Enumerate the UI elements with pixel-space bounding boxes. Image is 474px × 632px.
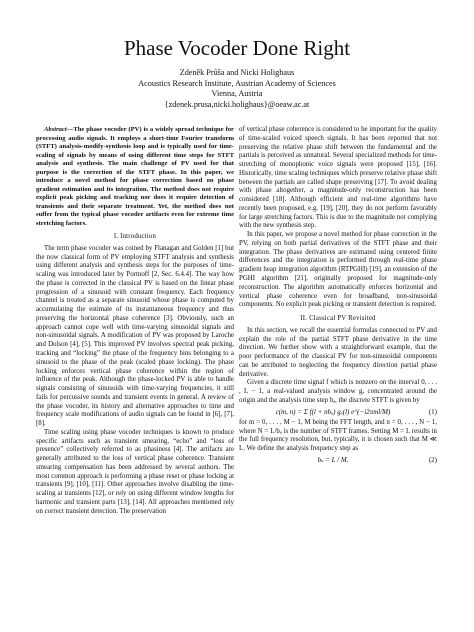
equation-1 xyxy=(239,406,437,419)
intro-paragraph-3: of vertical phase coherence is considered to be important for the quality of time-scaled voiced speech signals. It has been reported that not preserving the relative phase shift between the fundamental and the partials is perceived as unnatural. Several specialized methods for time-stretching of monophonic voice signals were proposed [15], [16]. Historically, time scaling techniques which preserve relative phase shift between the partials are called shape preserving [17]. To avoid dealing with phase altogether, a magnitude-only reconstruction has been considered [18]. Although efficient and real-time algorithms have recently been proposed, e.g. [19], [20], they do not perform favorably for large stretching factors. This is due to the magnitude not complying with the new synthesis step. xyxy=(239,126,437,230)
equation-2-body: bₛ = L / M. xyxy=(317,455,349,464)
classical-paragraph-1: In this section, we recall the essential formulas connected to PV and explain the role of the partial STFT phase derivative in the time direction. We further show with a straightforward example, that the poor performance of the classical PV for non-sinusoidal components can be attributed to neglecting the frequency direction partial phase derivative. xyxy=(239,326,437,378)
abstract xyxy=(36,126,234,228)
email: {zdenek.prusa,nicki.holighaus}@oeaw.ac.at xyxy=(164,99,310,109)
equation-1-body: c(m, n) = Σ f(l + nbₐ) gₐ(l) e^(−i2πml/M) xyxy=(275,407,391,416)
intro-paragraph-1: The term phase vocoder was coined by Flanagan and Golden [1] but the now classical form of PV employing STFT analysis and synthesis using different analysis and synthesis steps for the purposes of time-scaling was introduced later by Portnoff [2, Sec. 6.4.4]. The way how the phase is corrected in the classical PV is based on the linear phase progression of a sinusoid with constant frequency. Each frequency channel is treated as a separate sinusoid whose phase is computed by accumulating the estimate of its instantaneous frequency and thus preserving the horizontal phase coherence [3]. Obviously, such an approach cannot cope well with time-varying sinusoidal signals and non-sinusoidal signals. A modification of PV was proposed by Laroche and Dolson [4], [5]. This improved PV involves spectral peak picking, tracking and “locking” the phase of the frequency bins belonging to a sinusoid to the phase of the peak (scaled phase locking). The phase locking enforces vertical phase coherence within the region of influence of the peak. Although the phase-locked PV is able to handle signals consisting of sinusoids with time-varying frequencies, it still fails for percussive sounds and transient events in general. A review of the phase vocoder, its history and alternative approaches to time and frequency scale modifications of audio signals can be found in [6], [7], [8]. xyxy=(36,244,234,428)
intro-paragraph-2: Time scaling using phase vocoder techniques is known to produce specific artifacts such as transient smearing, “echo” and “loss of presence” collectively referred to as phasiness [4]. The artifacts are generally attributed to the loss of vertical phase coherence. Transient smearing compensation has been addressed by several authors. The most common approach is performing a phase reset or phase locking at transients [9], [10], [11]. Other approaches involve disabling the time-scaling at transients [12], or rely on using different window lengths for harmonic and transient parts [13], [14]. All approaches mentioned rely on correct transient detection. The preservation xyxy=(36,428,234,515)
abstract-lead: Abstract xyxy=(44,126,67,133)
paper-title: Phase Vocoder Done Right xyxy=(123,36,351,60)
intro-paragraph-4: In this paper, we propose a novel method for phase correction in the PV, relying on both partial derivatives of the STFT phase and their integration. The phase derivatives are estimated using centered finite differences and the integration is performed through real-time phase gradient heap integration algorithm (RTPGHI) [19], an extension of the PGHI algorithm [21], originally proposed for magnitude-only reconstruction. The algorithm automatically enforces horizontal and vertical phase coherence even for broadband, non-sinusoidal components. No explicit peak picking or transient detection is required. xyxy=(239,231,437,309)
location: Vienna, Austria xyxy=(211,89,263,98)
classical-paragraph-2: Given a discrete time signal f which is nonzero on the interval 0, . . . , L − 1, a real-valued analysis window gₐ concentrated around the origin and the analysis time step bₐ, the discrete STFT is given by xyxy=(239,379,437,404)
classical-paragraph-3: for m = 0, . . . , M − 1, M being the FFT length, and n = 0, . . . , N − 1, where N = L/bₐ is the number of STFT frames. Setting M = L results in the full frequency resolution, but, typically, it is chosen such that M ≪ L. We define the analysis frequency step as xyxy=(239,418,437,453)
equation-2 xyxy=(239,454,437,467)
author-block xyxy=(0,68,474,110)
left-column xyxy=(36,126,234,517)
section-heading-classical-pv: II. Classical PV Revisited xyxy=(300,315,376,323)
section-heading-introduction: I. Introduction xyxy=(113,233,157,240)
affiliation: Acoustics Research Institute, Austrian Academy of Sciences xyxy=(138,78,336,88)
abstract-text: —The phase vocoder (PV) is a widely spread technique for processing audio signals. It employs a short-time Fourier transform (STFT) analysis-modify-synthesis loop and is typically used for time-scaling of signals by means of using different time steps for STFT analysis and synthesis. The main challenge of PV used for that purpose is the correction of the STFT phase. In this paper, we introduce a novel method for phase correction based on phase gradient estimation and its integration. The method does not require explicit peak picking and tracking nor does it require detection of transients and their separate treatment. Yet, the method does not suffer from the typical phase vocoder artifacts even for extreme time stretching factors. xyxy=(36,126,234,227)
right-column xyxy=(239,126,437,467)
author-names: Zdeněk Průša and Nicki Holighaus xyxy=(179,68,295,77)
equation-2-number: (2) xyxy=(428,455,437,464)
equation-1-number: (1) xyxy=(428,407,437,416)
